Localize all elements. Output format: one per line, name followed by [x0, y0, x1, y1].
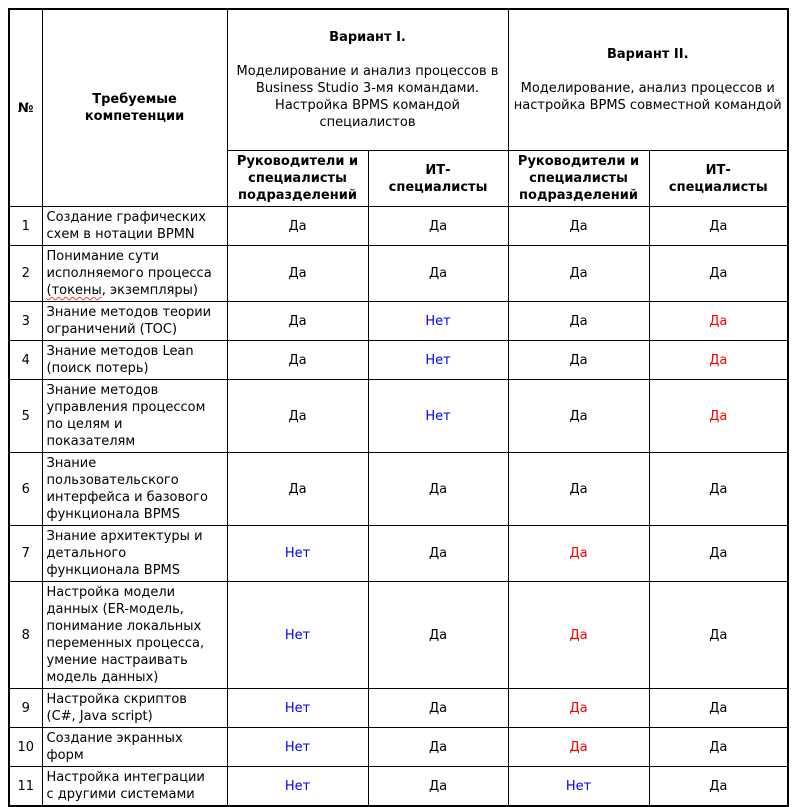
row-number: 2 — [9, 246, 42, 302]
answer-cell: Да — [649, 207, 788, 246]
answer-cell: Нет — [368, 302, 508, 341]
col-header-number: № — [9, 9, 42, 207]
answer-cell: Нет — [227, 689, 368, 728]
competency-label: Настройка модели данных (ER-модель, понимание локальных переменных процесса, умение настраивать модель данных) — [42, 582, 227, 689]
competency-row — [9, 526, 788, 582]
row-number: 1 — [9, 207, 42, 246]
answer-cell: Нет — [227, 728, 368, 767]
answer-cell: Да — [368, 246, 508, 302]
competency-row — [9, 246, 788, 302]
col-header-variant-1 — [227, 9, 508, 151]
col-header-competency: Требуемые компетенции — [42, 9, 227, 207]
answer-cell: Да — [508, 453, 649, 526]
answer-cell: Да — [508, 526, 649, 582]
competency-label: Настройка скриптов (C#, Java script) — [42, 689, 227, 728]
competency-label: Знание методов теории ограничений (TOC) — [42, 302, 227, 341]
answer-cell: Да — [649, 302, 788, 341]
answer-cell: Да — [649, 453, 788, 526]
competency-row — [9, 207, 788, 246]
competency-row — [9, 453, 788, 526]
competency-label: Знание методов Lean (поиск потерь) — [42, 341, 227, 380]
competency-label: Создание графических схем в нотации BPMN — [42, 207, 227, 246]
answer-cell: Да — [649, 582, 788, 689]
variant-2-title: Вариант II. — [606, 47, 689, 62]
variant-1-title: Вариант I. — [329, 30, 406, 45]
competency-row — [9, 582, 788, 689]
competency-label: Создание экранных форм — [42, 728, 227, 767]
variant-1-description: Моделирование и анализ процессов в Business Studio 3-мя командами. Настройка BPMS командой специалистов — [236, 64, 499, 130]
answer-cell: Да — [508, 207, 649, 246]
col-header-variant-2 — [508, 9, 788, 151]
answer-cell: Да — [368, 767, 508, 807]
answer-cell: Нет — [368, 380, 508, 453]
row-number: 8 — [9, 582, 42, 689]
answer-cell: Да — [368, 453, 508, 526]
answer-cell: Да — [227, 453, 368, 526]
row-number: 9 — [9, 689, 42, 728]
answer-cell: Да — [508, 302, 649, 341]
table-body — [9, 207, 788, 807]
answer-cell: Да — [508, 246, 649, 302]
answer-cell: Да — [508, 341, 649, 380]
spellcheck-word: (токены — [46, 283, 102, 298]
row-number: 3 — [9, 302, 42, 341]
competency-label: Знание архитектуры и детального функционала BPMS — [42, 526, 227, 582]
competency-row — [9, 728, 788, 767]
answer-cell: Нет — [227, 582, 368, 689]
answer-cell: Нет — [368, 341, 508, 380]
col-header-v2-managers: Руководители и специалисты подразделений — [508, 151, 649, 207]
answer-cell: Нет — [227, 526, 368, 582]
col-header-v2-it-specialists: ИТ- специалисты — [649, 151, 788, 207]
competency-row — [9, 767, 788, 807]
answer-cell: Нет — [227, 767, 368, 807]
answer-cell: Да — [368, 728, 508, 767]
answer-cell: Да — [368, 526, 508, 582]
answer-cell: Нет — [508, 767, 649, 807]
answer-cell: Да — [227, 302, 368, 341]
answer-cell: Да — [508, 582, 649, 689]
competency-label: Знание методов управления процессом по целям и показателям — [42, 380, 227, 453]
answer-cell: Да — [649, 246, 788, 302]
competency-label: Понимание сути исполняемого процесса (токены, экземпляры) — [42, 246, 227, 302]
answer-cell: Да — [368, 207, 508, 246]
answer-cell: Да — [649, 728, 788, 767]
answer-cell: Да — [368, 689, 508, 728]
answer-cell: Да — [649, 341, 788, 380]
answer-cell: Да — [227, 380, 368, 453]
col-header-v1-managers: Руководители и специалисты подразделений — [227, 151, 368, 207]
answer-cell: Да — [368, 582, 508, 689]
competency-comparison-table — [8, 8, 789, 807]
answer-cell: Да — [508, 689, 649, 728]
header-row-variants — [9, 9, 788, 151]
row-number: 4 — [9, 341, 42, 380]
row-number: 10 — [9, 728, 42, 767]
col-header-v1-it-specialists: ИТ- специалисты — [368, 151, 508, 207]
answer-cell: Да — [508, 380, 649, 453]
row-number: 6 — [9, 453, 42, 526]
answer-cell: Да — [649, 526, 788, 582]
competency-row — [9, 380, 788, 453]
variant-2-description: Моделирование, анализ процессов и настройка BPMS совместной командой — [513, 81, 782, 113]
answer-cell: Да — [649, 767, 788, 807]
competency-row — [9, 302, 788, 341]
competency-row — [9, 341, 788, 380]
competency-label: Настройка интеграции с другими системами — [42, 767, 227, 807]
answer-cell: Да — [649, 380, 788, 453]
row-number: 11 — [9, 767, 42, 807]
row-number: 5 — [9, 380, 42, 453]
row-number: 7 — [9, 526, 42, 582]
answer-cell: Да — [227, 207, 368, 246]
competency-label: Знание пользовательского интерфейса и базового функционала BPMS — [42, 453, 227, 526]
answer-cell: Да — [649, 689, 788, 728]
answer-cell: Да — [508, 728, 649, 767]
answer-cell: Да — [227, 246, 368, 302]
answer-cell: Да — [227, 341, 368, 380]
competency-row — [9, 689, 788, 728]
